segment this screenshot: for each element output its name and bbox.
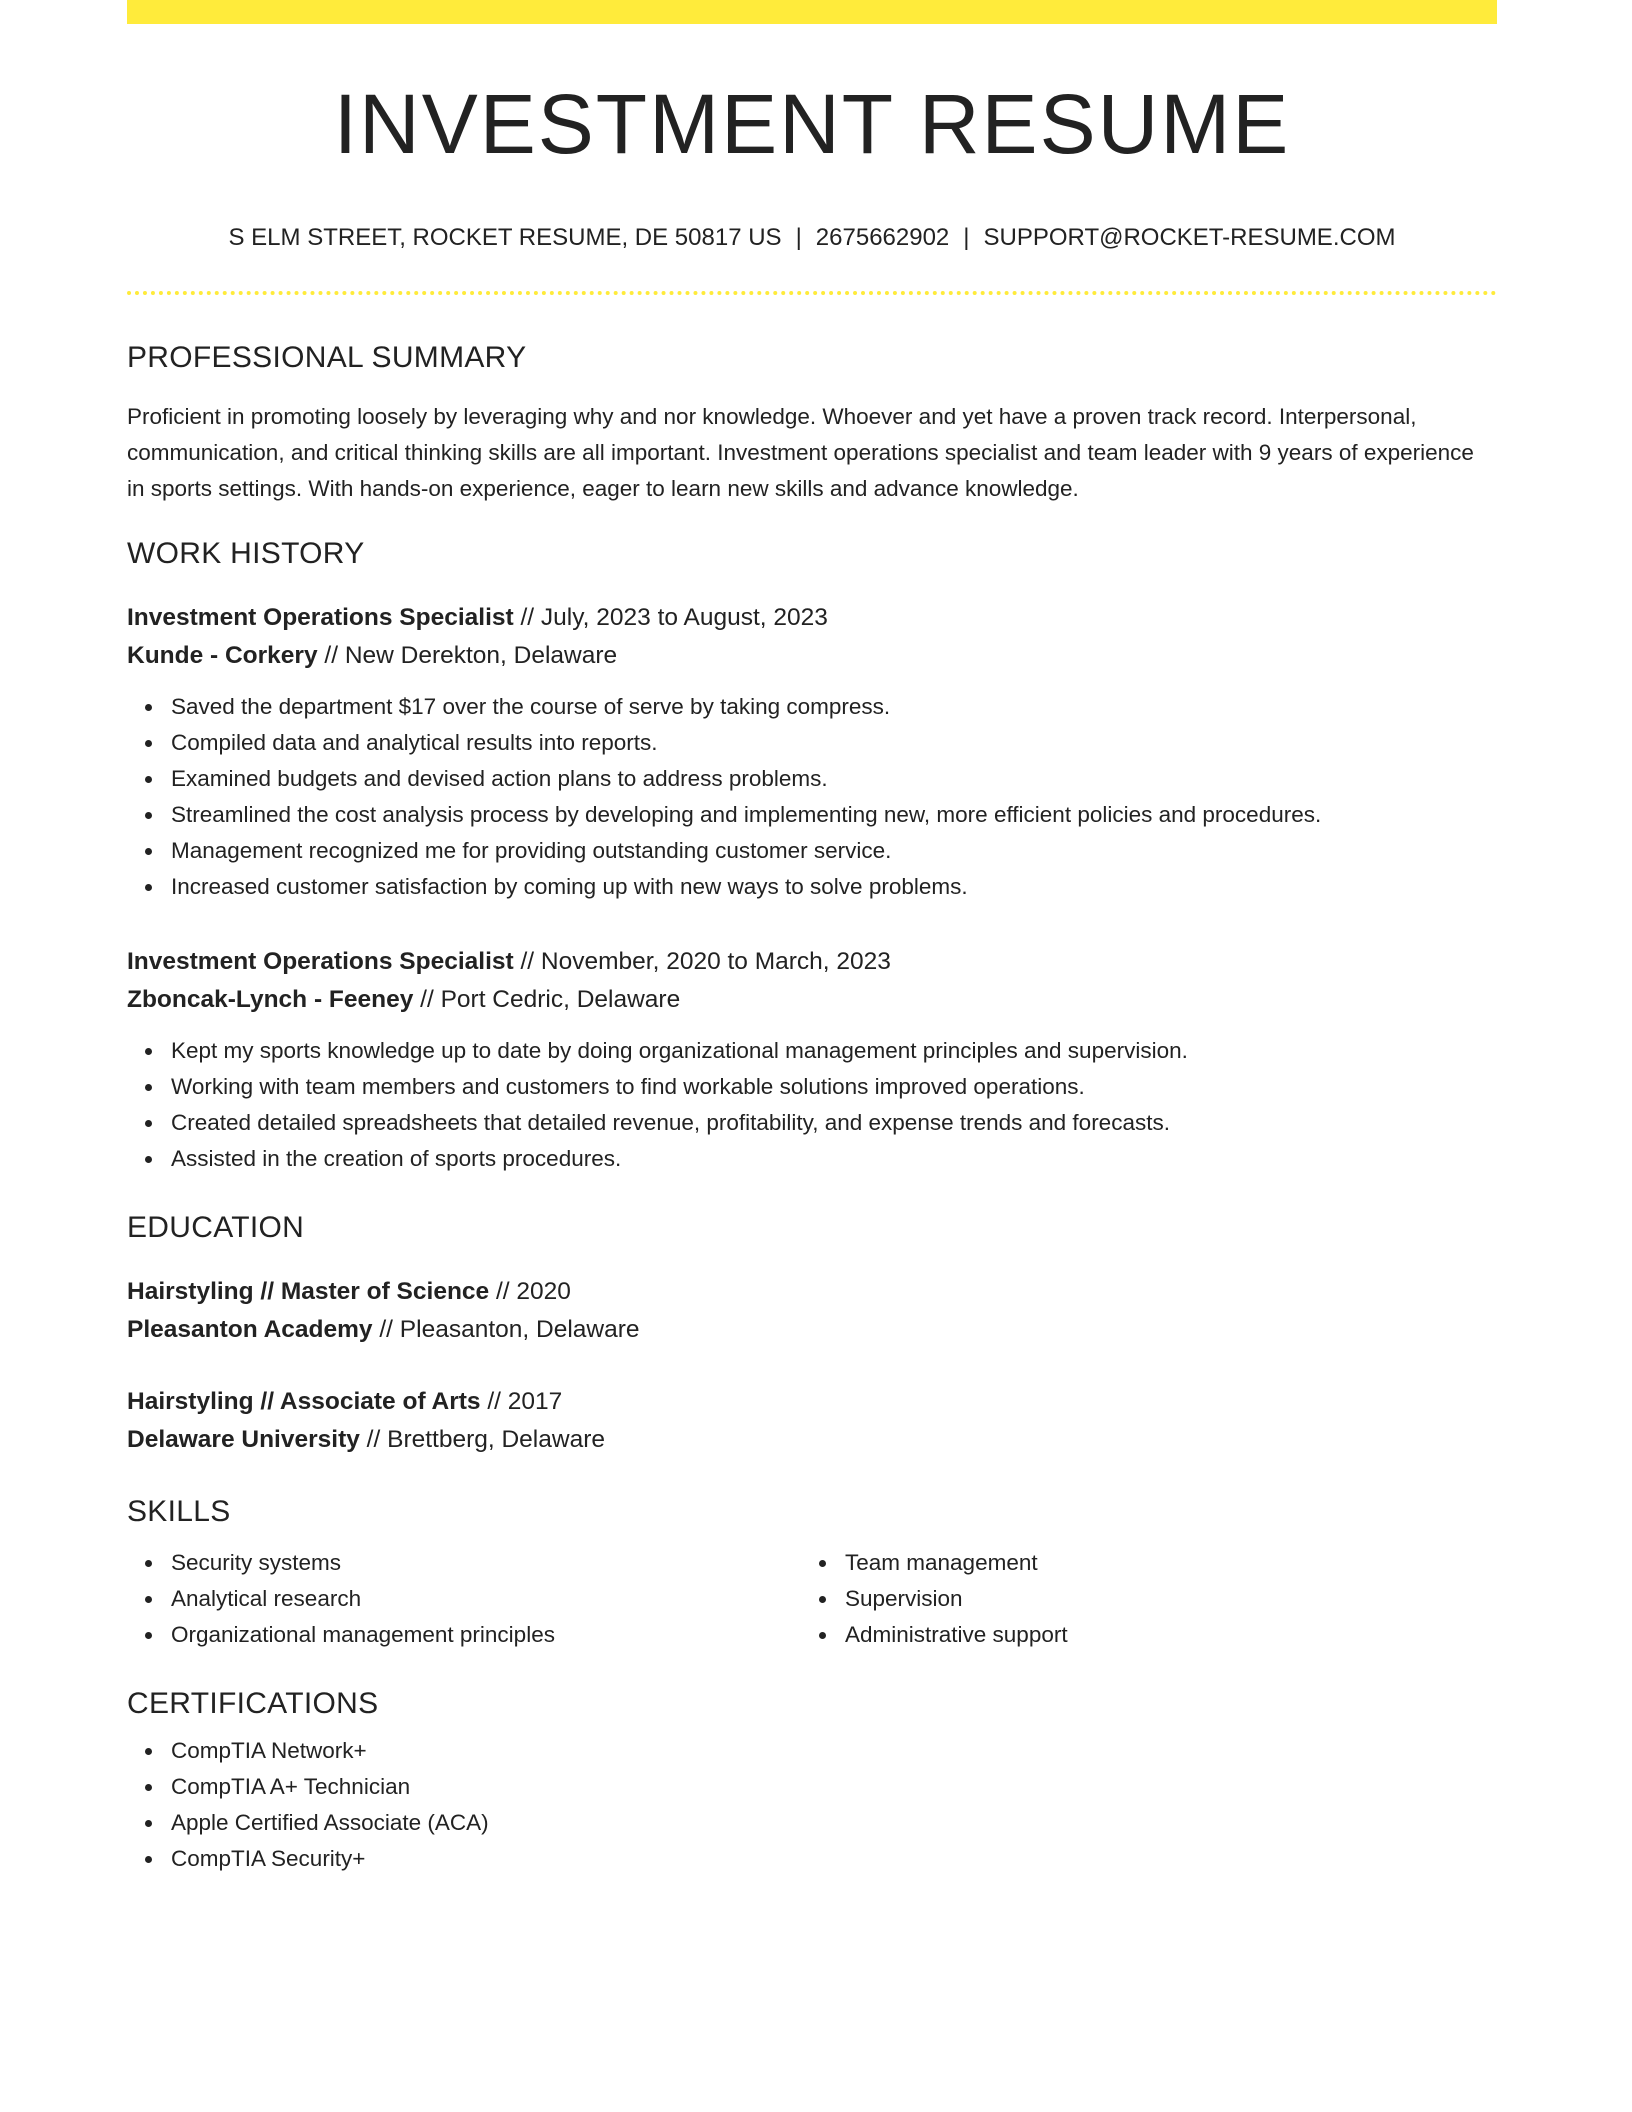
certifications-list (127, 1733, 1497, 1877)
list-item: Saved the department $17 over the course of serve by taking compress. (171, 689, 1497, 725)
education-degree: Hairstyling // Associate of Arts (127, 1388, 481, 1415)
job-title-line (127, 599, 1497, 637)
job-title-line (127, 943, 1497, 981)
job-bullets (127, 1033, 1497, 1177)
list-item: Streamlined the cost analysis process by developing and implementing new, more efficient policies and procedures. (171, 797, 1497, 833)
job-company: Kunde - Corkery (127, 642, 318, 669)
list-item: CompTIA Security+ (171, 1841, 1497, 1877)
contact-separator: | (963, 224, 970, 251)
education-school-line (127, 1311, 1497, 1349)
education-school: Pleasanton Academy (127, 1316, 373, 1343)
job-title: Investment Operations Specialist (127, 948, 514, 975)
contact-phone: 2675662902 (815, 224, 950, 251)
skills-column-left (127, 1545, 801, 1653)
skills-grid (127, 1545, 1497, 1653)
list-item: CompTIA Network+ (171, 1733, 1497, 1769)
contact-email: SUPPORT@ROCKET-RESUME.COM (983, 224, 1396, 251)
contact-separator: | (795, 224, 802, 251)
list-item: Created detailed spreadsheets that detailed revenue, profitability, and expense trends and forecasts. (171, 1105, 1497, 1141)
education-location: // Brettberg, Delaware (359, 1426, 605, 1453)
education-school: Delaware University (127, 1426, 360, 1453)
education-entry (127, 1273, 1497, 1349)
education-location: // Pleasanton, Delaware (372, 1316, 640, 1343)
job-location: // New Derekton, Delaware (317, 642, 618, 669)
education-degree: Hairstyling // Master of Science (127, 1278, 490, 1305)
resume-page (127, 0, 1497, 1877)
list-item: CompTIA A+ Technician (171, 1769, 1497, 1805)
list-item: Analytical research (171, 1581, 801, 1617)
list-item: Increased customer satisfaction by coming up with new ways to solve problems. (171, 869, 1497, 905)
education-entry (127, 1383, 1497, 1459)
job-title: Investment Operations Specialist (127, 604, 514, 631)
list-item: Working with team members and customers to find workable solutions improved operations. (171, 1069, 1497, 1105)
dotted-divider (127, 291, 1497, 295)
education-year: // 2020 (489, 1278, 571, 1305)
contact-line (127, 226, 1497, 250)
list-item: Assisted in the creation of sports procedures. (171, 1141, 1497, 1177)
job-entry (127, 599, 1497, 905)
education-year: // 2017 (480, 1388, 563, 1415)
list-item: Examined budgets and devised action plans to address problems. (171, 761, 1497, 797)
skills-heading: SKILLS (127, 1495, 231, 1528)
resume-title: INVESTMENT RESUME (333, 77, 1291, 171)
education-school-line (127, 1421, 1497, 1459)
job-entry (127, 943, 1497, 1177)
list-item: Apple Certified Associate (ACA) (171, 1805, 1497, 1841)
list-item: Supervision (845, 1581, 1475, 1617)
job-bullets (127, 689, 1497, 905)
education-degree-line (127, 1383, 1497, 1421)
job-location: // Port Cedric, Delaware (413, 986, 681, 1013)
job-company-line (127, 981, 1497, 1019)
contact-address: S ELM STREET, ROCKET RESUME, DE 50817 US (228, 224, 782, 251)
list-item: Administrative support (845, 1617, 1475, 1653)
job-company-line (127, 637, 1497, 675)
job-dates: // November, 2020 to March, 2023 (513, 948, 891, 975)
accent-bar (127, 0, 1497, 24)
education-degree-line (127, 1273, 1497, 1311)
skills-column-right (801, 1545, 1475, 1653)
list-item: Team management (845, 1545, 1475, 1581)
list-item: Organizational management principles (171, 1617, 801, 1653)
summary-text: Proficient in promoting loosely by leveraging why and nor knowledge. Whoever and yet have a proven track record. Interpersonal, communication, and critical thinking skills are all important. Investment operations specialist and team leader with 9 years of experience in sports settings. With hands-on experience, eager to learn new skills and advance knowledge. (127, 404, 1474, 501)
work-history-heading: WORK HISTORY (127, 537, 365, 570)
list-item: Compiled data and analytical results into reports. (171, 725, 1497, 761)
list-item: Security systems (171, 1545, 801, 1581)
job-company: Zboncak-Lynch - Feeney (127, 986, 414, 1013)
job-dates: // July, 2023 to August, 2023 (513, 604, 828, 631)
summary-heading: PROFESSIONAL SUMMARY (127, 341, 527, 374)
certifications-heading: CERTIFICATIONS (127, 1687, 379, 1720)
list-item: Kept my sports knowledge up to date by doing organizational management principles and supervision. (171, 1033, 1497, 1069)
list-item: Management recognized me for providing outstanding customer service. (171, 833, 1497, 869)
education-heading: EDUCATION (127, 1211, 305, 1244)
